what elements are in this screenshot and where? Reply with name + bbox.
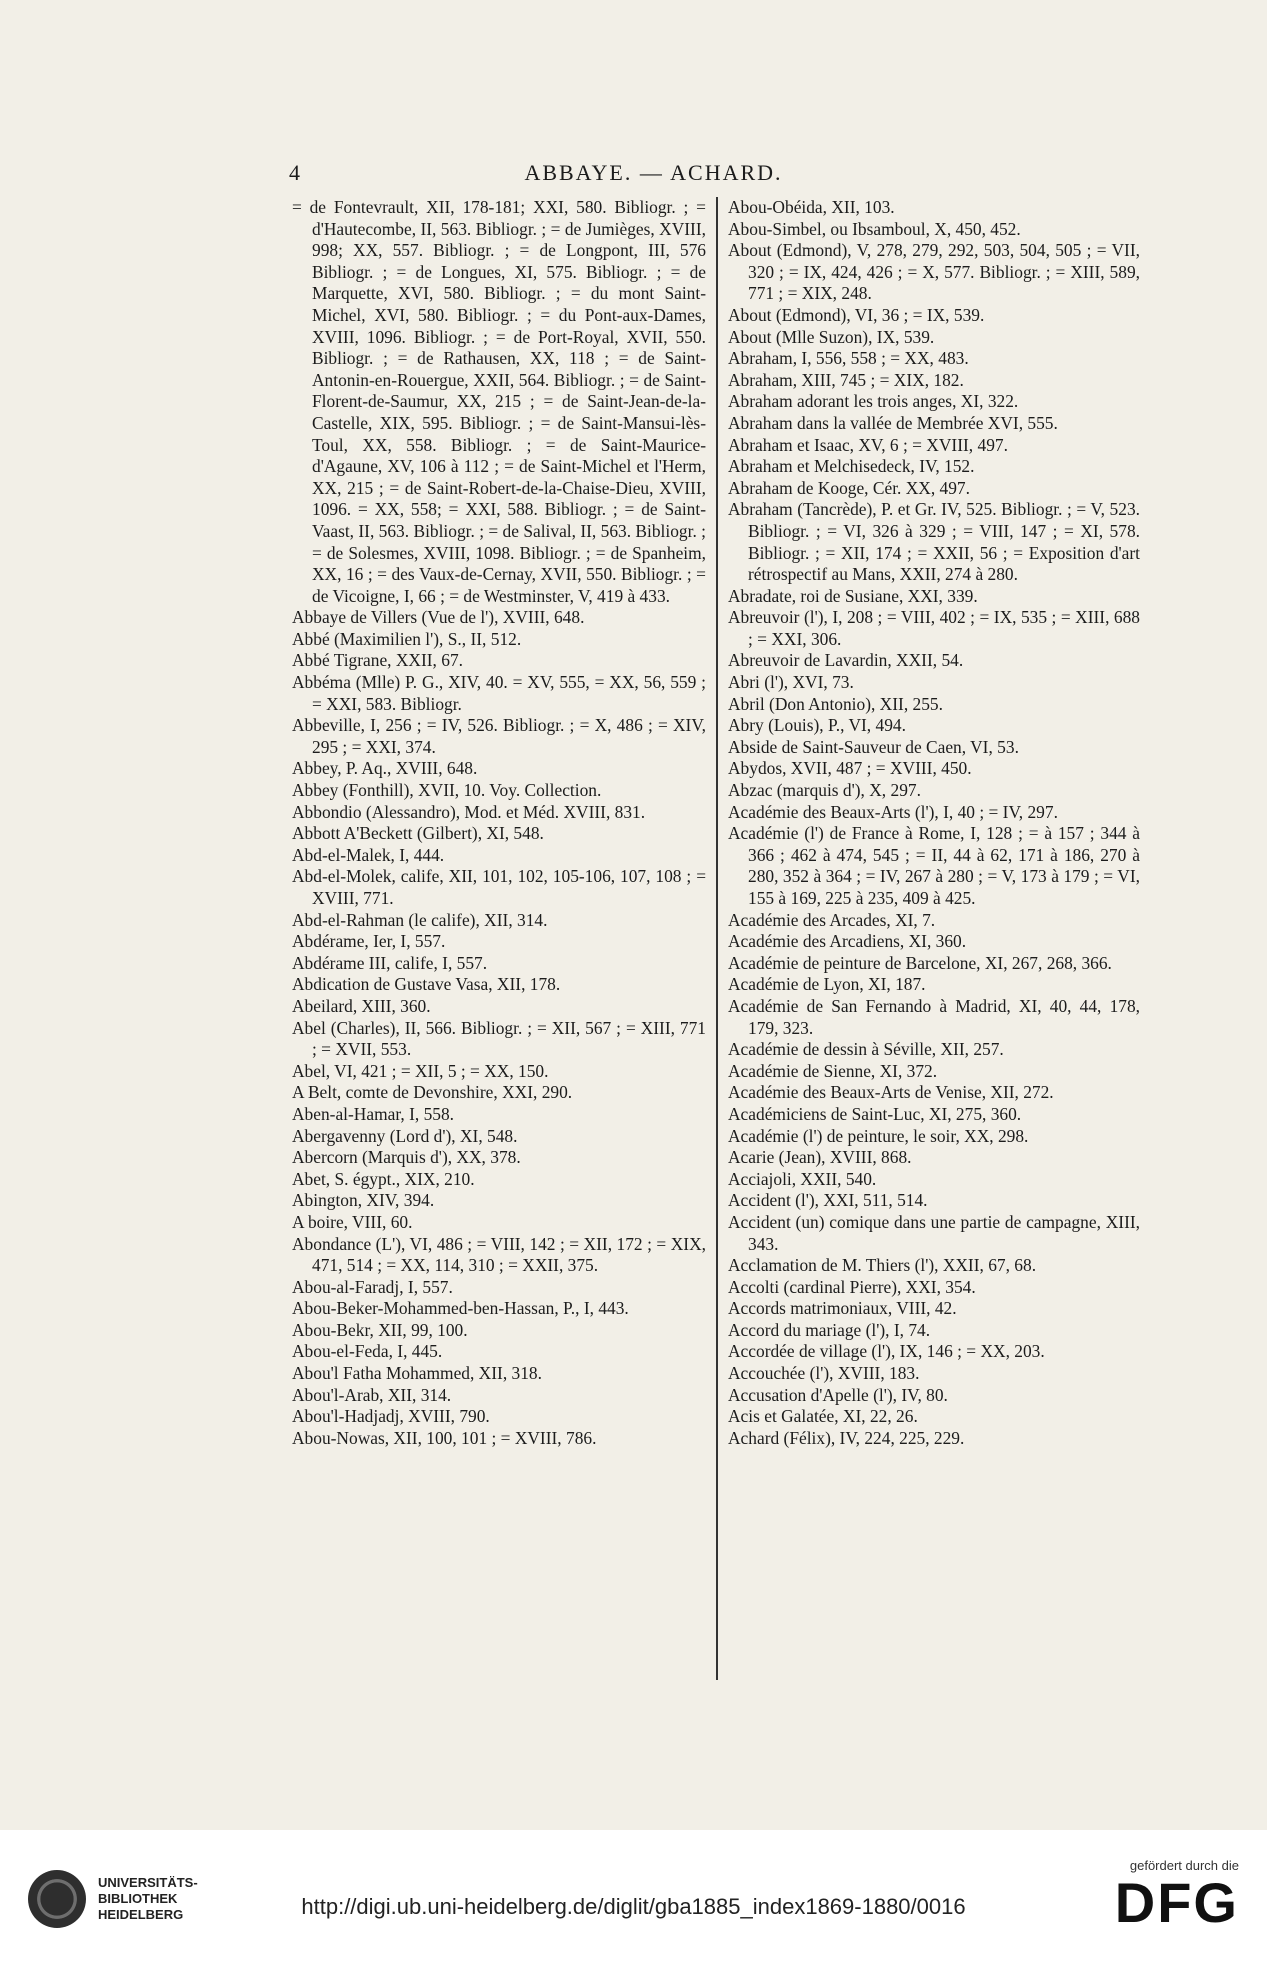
index-entry: Abington, XIV, 394. — [292, 1190, 435, 1211]
index-entry: Abreuvoir de Lavardin, XXII, 54. — [728, 650, 964, 671]
index-entry: Abdication de Gustave Vasa, XII, 178. — [292, 974, 561, 995]
library-name: UNIVERSITÄTS- BIBLIOTHEK HEIDELBERG — [98, 1875, 198, 1922]
index-entry: Abraham adorant les trois anges, XI, 322. — [728, 391, 1019, 412]
index-entry: Abbaye de Villers (Vue de l'), XVIII, 648. — [292, 607, 585, 628]
index-entry: About (Edmond), V, 278, 279, 292, 503, 504, 505 ; = VII, 320 ; = IX, 424, 426 ; = X, 577. Bibliogr. ; = XIII, 589, 771 ; = XIX, 248. — [728, 240, 1140, 304]
index-entry: Accusation d'Apelle (l'), IV, 80. — [728, 1384, 948, 1405]
index-entry: Académie des Arcadiens, XI, 360. — [728, 931, 967, 952]
index-entry: Abri (l'), XVI, 73. — [728, 672, 854, 693]
index-entry: Académie de Sienne, XI, 372. — [728, 1060, 938, 1081]
index-entry: Accident (l'), XXI, 511, 514. — [728, 1190, 928, 1211]
index-entry: Abbey (Fonthill), XVII, 10. Voy. Collection. — [292, 780, 602, 801]
index-entry: Abraham dans la vallée de Membrée XVI, 555. — [728, 412, 1058, 433]
index-entry: Abd-el-Rahman (le calife), XII, 314. — [292, 909, 548, 930]
index-entry: Abel, VI, 421 ; = XII, 5 ; = XX, 150. — [292, 1060, 549, 1081]
index-entry: About (Edmond), VI, 36 ; = IX, 539. — [728, 304, 985, 325]
index-entry: Acclamation de M. Thiers (l'), XXII, 67, 68. — [728, 1255, 1037, 1276]
viewer-footer — [0, 1830, 1267, 1977]
index-entry: Abraham et Isaac, XV, 6 ; = XVIII, 497. — [728, 434, 1008, 455]
index-entry: Académie (l') de peinture, le soir, XX, 298. — [728, 1125, 1029, 1146]
index-entry: Accords matrimoniaux, VIII, 42. — [728, 1298, 957, 1319]
index-entry: Abdérame, Ier, I, 557. — [292, 931, 446, 952]
index-entry: Abbeville, I, 256 ; = IV, 526. Bibliogr. ; = X, 486 ; = XIV, 295 ; = XXI, 374. — [292, 715, 706, 757]
index-entry: Abydos, XVII, 487 ; = XVIII, 450. — [728, 758, 972, 779]
sponsor-block — [1115, 1858, 1239, 1933]
index-entry: Abraham, XIII, 745 ; = XIX, 182. — [728, 369, 964, 390]
index-entry: Académie des Arcades, XI, 7. — [728, 909, 936, 930]
index-entry: Abbé (Maximilien l'), S., II, 512. — [292, 628, 522, 649]
index-entry: A boire, VIII, 60. — [292, 1211, 413, 1232]
running-head: ABBAYE. — ACHARD. — [524, 160, 783, 185]
page-number: 4 — [289, 160, 300, 185]
column-divider — [716, 197, 718, 1680]
index-entry: Accordée de village (l'), IX, 146 ; = XX, 203. — [728, 1341, 1045, 1362]
index-entry: Abril (Don Antonio), XII, 255. — [728, 693, 943, 714]
index-entry: Abd-el-Malek, I, 444. — [292, 844, 445, 865]
index-entry: Abd-el-Molek, calife, XII, 101, 102, 105-106, 107, 108 ; = XVIII, 771. — [292, 866, 706, 908]
index-column-left — [292, 197, 706, 1449]
index-entry: Accord du mariage (l'), I, 74. — [728, 1319, 931, 1340]
index-entry: Achard (Félix), IV, 224, 225, 229. — [728, 1427, 965, 1448]
index-entry: Acarie (Jean), XVIII, 868. — [728, 1147, 912, 1168]
index-entry: Académiciens de Saint-Luc, XI, 275, 360. — [728, 1103, 1022, 1124]
index-entry: Abou'l Fatha Mohammed, XII, 318. — [292, 1363, 542, 1384]
index-entry: Abercorn (Marquis d'), XX, 378. — [292, 1147, 521, 1168]
index-entry: Académie des Beaux-Arts de Venise, XII, 272. — [728, 1082, 1054, 1103]
index-entry: Abondance (L'), VI, 486 ; = VIII, 142 ; = XII, 172 ; = XIX, 471, 514 ; = XX, 114, 310 ; = XXII, 375. — [292, 1233, 706, 1276]
index-entry: Aben-al-Hamar, I, 558. — [292, 1103, 455, 1124]
index-entry: Académie (l') de France à Rome, I, 128 ; = à 157 ; 344 à 366 ; 462 à 474, 545 ; = II, 44 à 62, 171 à 186, 270 à 280, 352 à 364 ; = IV, 267 à 280 ; = V, 173 à 179 ; = VI, 155 à 169, 225 à 235, 409 à 425. — [728, 823, 1140, 908]
index-entry: Abraham et Melchisedeck, IV, 152. — [728, 456, 975, 477]
index-entry: Académie de dessin à Séville, XII, 257. — [728, 1039, 1004, 1060]
index-entry: Académie de Lyon, XI, 187. — [728, 974, 926, 995]
index-entry: Abdérame III, calife, I, 557. — [292, 952, 488, 973]
index-entry: Abraham (Tancrède), P. et Gr. IV, 525. Bibliogr. ; = V, 523. Bibliogr. ; = VI, 326 à 329 ; = VIII, 147 ; = XI, 578. Bibliogr. ; = XII, 174 ; = XXII, 56 ; = Exposition d'art rétrospectif au Mans, XXII, 274 à 280. — [728, 499, 1140, 585]
index-entry: Abou-Obéida, XII, 103. — [728, 197, 895, 217]
dfg-logo[interactable]: DFG — [1114, 1871, 1239, 1934]
index-entry: Abou-el-Feda, I, 445. — [292, 1341, 443, 1362]
index-entry: Abou-Bekr, XII, 99, 100. — [292, 1319, 468, 1340]
index-entry: Abbéma (Mlle) P. G., XIV, 40. = XV, 555, = XX, 56, 559 ; = XXI, 583. Bibliogr. — [292, 672, 706, 714]
index-entry: Abside de Saint-Sauveur de Caen, VI, 53. — [728, 736, 1019, 757]
index-entry: Abou-Beker-Mohammed-ben-Hassan, P., I, 443. — [292, 1298, 629, 1319]
index-entry: Académie de San Fernando à Madrid, XI, 40, 44, 178, 179, 323. — [728, 995, 1140, 1038]
index-entry: Abreuvoir (l'), I, 208 ; = VIII, 402 ; = IX, 535 ; = XIII, 688 ; = XXI, 306. — [728, 607, 1140, 649]
index-entry: Abry (Louis), P., VI, 494. — [728, 715, 906, 736]
index-entry: Abel (Charles), II, 566. Bibliogr. ; = XII, 567 ; = XIII, 771 ; = XVII, 553. — [292, 1017, 706, 1060]
index-entry: Accident (un) comique dans une partie de campagne, XIII, 343. — [728, 1211, 1140, 1254]
index-entry: Abbey, P. Aq., XVIII, 648. — [292, 758, 478, 779]
index-entry: Abou-al-Faradj, I, 557. — [292, 1276, 453, 1297]
index-entry: Abou-Simbel, ou Ibsamboul, X, 450, 452. — [728, 218, 1021, 239]
index-entry: About (Mlle Suzon), IX, 539. — [728, 326, 935, 347]
index-entry: Abou-Nowas, XII, 100, 101 ; = XVIII, 786. — [292, 1427, 597, 1448]
index-entry: Acciajoli, XXII, 540. — [728, 1168, 877, 1189]
index-entry: Académie de peinture de Barcelone, XI, 267, 268, 366. — [728, 952, 1112, 973]
index-entry: A Belt, comte de Devonshire, XXI, 290. — [292, 1082, 573, 1103]
index-entry: Abradate, roi de Susiane, XXI, 339. — [728, 585, 978, 606]
sponsor-note: gefördert durch die — [1129, 1858, 1239, 1873]
index-entry: Abergavenny (Lord d'), XI, 548. — [292, 1125, 518, 1146]
index-entry: Accouchée (l'), XVIII, 183. — [728, 1363, 920, 1384]
index-entry: = de Fontevrault, XII, 178-181; XXI, 580. Bibliogr. ; = d'Hautecombe, II, 563. Bibliogr. ; = de Jumièges, XVIII, 998; XX, 557. Bibliogr. ; = de Longpont, III, 576 Bibliogr. ; = de Longues, XI, 575. Bibliogr. ; = de Marquette, XVI, 580. Bibliogr. ; = du mont Saint-Michel, XVI, 580. Bibliogr. ; = du Pont-aux-Dames, XVIII, 1096. Bibliogr. ; = de Port-Royal, XVII, 550. Bibliogr. ; = de Rathausen, XX, 118 ; = de Saint-Antonin-en-Rouergue, XXII, 564. Bibliogr. ; = de Saint-Florent-de-Saumur, XX, 215 ; = de Saint-Jean-de-la-Castelle, XIX, 595. Bibliogr. ; = de Saint-Mansui-lès-Toul, XX, 558. Bibliogr. ; = de Saint-Maurice-d'Agaune, XV, 106 à 112 ; = de Saint-Michel et l'Herm, XX, 215 ; = de Saint-Robert-de-la-Chaise-Dieu, XVIII, 1096. = XX, 558; = XXI, 588. Bibliogr. ; = de Saint-Vaast, II, 563. Bibliogr. ; = de Salival, II, 563. Bibliogr. ; = de Solesmes, XVIII, 1098. Bibliogr. ; = de Spanheim, XX, 16 ; = des Vaux-de-Cernay, XVII, 550. Bibliogr. ; = de Vicoigne, I, 66 ; = de Westminster, V, 419 à 433. — [292, 197, 706, 606]
index-entry: Abzac (marquis d'), X, 297. — [728, 780, 921, 801]
index-entry: Abou'l-Arab, XII, 314. — [292, 1384, 452, 1405]
index-entry: Abbondio (Alessandro), Mod. et Méd. XVIII, 831. — [292, 801, 646, 822]
index-entry: Abbott A'Beckett (Gilbert), XI, 548. — [292, 823, 544, 844]
index-entry: Académie des Beaux-Arts (l'), I, 40 ; = IV, 297. — [728, 801, 1058, 822]
permalink-url[interactable]: http://digi.ub.uni-heidelberg.de/diglit/gba1885_index1869-1880/0016 — [301, 1894, 966, 1919]
index-entry: Abraham, I, 556, 558 ; = XX, 483. — [728, 348, 969, 369]
index-column-right — [728, 197, 1140, 1449]
index-entry: Abeilard, XIII, 360. — [292, 995, 431, 1016]
index-entry: Accolti (cardinal Pierre), XXI, 354. — [728, 1276, 976, 1297]
index-entry: Abraham de Kooge, Cér. XX, 497. — [728, 477, 970, 498]
index-entry: Abou'l-Hadjadj, XVIII, 790. — [292, 1406, 490, 1427]
index-entry: Acis et Galatée, XI, 22, 26. — [728, 1406, 918, 1427]
page-header — [0, 160, 1267, 190]
index-entry: Abet, S. égypt., XIX, 210. — [292, 1168, 475, 1189]
index-entry: Abbé Tigrane, XXII, 67. — [292, 650, 463, 671]
